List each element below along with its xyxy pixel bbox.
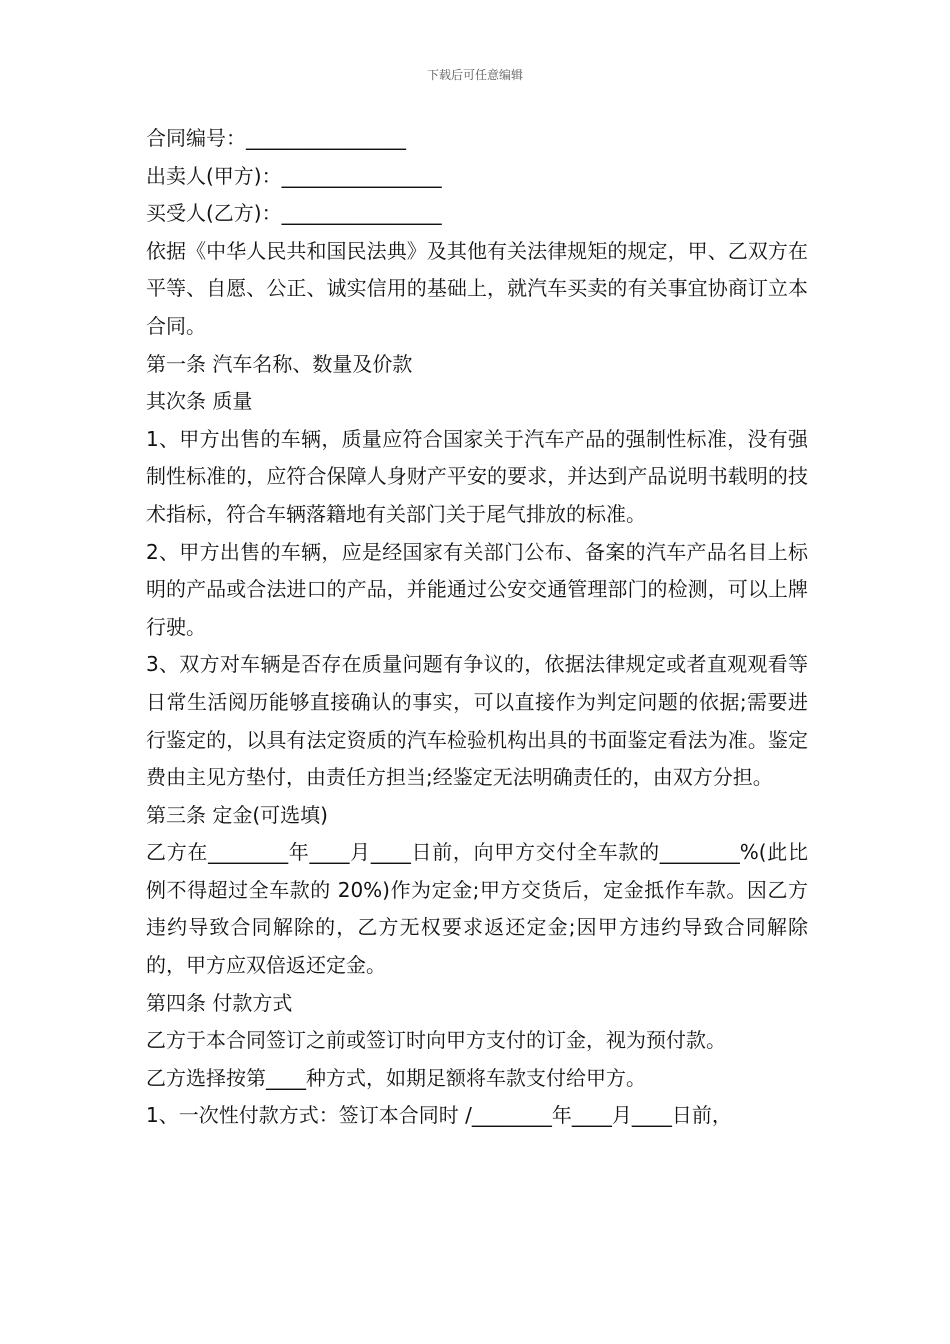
contract-body: [146, 120, 808, 1135]
seller-line: 出卖人(甲方)：________________: [146, 163, 442, 188]
article-4-paragraph-2: 乙方选择按第____种方式，如期足额将车款支付给甲方。: [146, 1065, 646, 1090]
article-4-clause-1: 1、一次性付款方式：签订本合同时 /________年____月____日前，: [146, 1103, 732, 1128]
article-4-paragraph-1: 乙方于本合同签订之前或签订时向甲方支付的订金，视为预付款。: [146, 1028, 726, 1053]
page-header: 下载后可任意编辑: [426, 68, 523, 82]
article-2-clause-3: 3、双方对车辆是否存在质量问题有争议的，依据法律规定或者直观观看等日常生活阅历能够直接确认的事实，可以直接作为判定问题的依据;需要进行鉴定的，以具有法定资质的汽车检验机构出具的书面鉴定看法为准。鉴定费由主见方垫付，由责任方担当;经鉴定无法明确责任的，由双方分担。: [146, 652, 808, 790]
buyer-line: 买受人(乙方)：________________: [146, 201, 442, 226]
article-2-clause-2: 2、甲方出售的车辆，应是经国家有关部门公布、备案的汽车产品名目上标明的产品或合法进口的产品，并能通过公安交通管理部门的检测，可以上牌行驶。: [146, 539, 808, 639]
article-4-heading: 第四条 付款方式: [146, 990, 293, 1015]
article-2-heading: 其次条 质量: [146, 389, 253, 414]
article-3-paragraph: 乙方在________年____月____日前，向甲方交付全车款的________%(此比例不得超过全车款的 20%)作为定金;甲方交货后，定金抵作车款。因乙方违约导致合同解除的，乙方无权要求返还定金;因甲方违约导致合同解除的，甲方应双倍返还定金。: [146, 840, 808, 978]
preamble-paragraph: 依据《中华人民共和国民法典》及其他有关法律规矩的规定，甲、乙双方在平等、自愿、公正、诚实信用的基础上，就汽车买卖的有关事宜协商订立本合同。: [146, 238, 808, 338]
article-3-heading: 第三条 定金(可选填): [146, 802, 328, 827]
contract-number-line: 合同编号：________________: [146, 126, 406, 150]
article-1-heading: 第一条 汽车名称、数量及价款: [146, 351, 413, 376]
article-2-clause-1: 1、甲方出售的车辆，质量应符合国家关于汽车产品的强制性标准，没有强制性标准的，应符合保障人身财产平安的要求，并达到产品说明书载明的技术指标，符合车辆落籍地有关部门关于尾气排放的标准。: [146, 426, 808, 526]
